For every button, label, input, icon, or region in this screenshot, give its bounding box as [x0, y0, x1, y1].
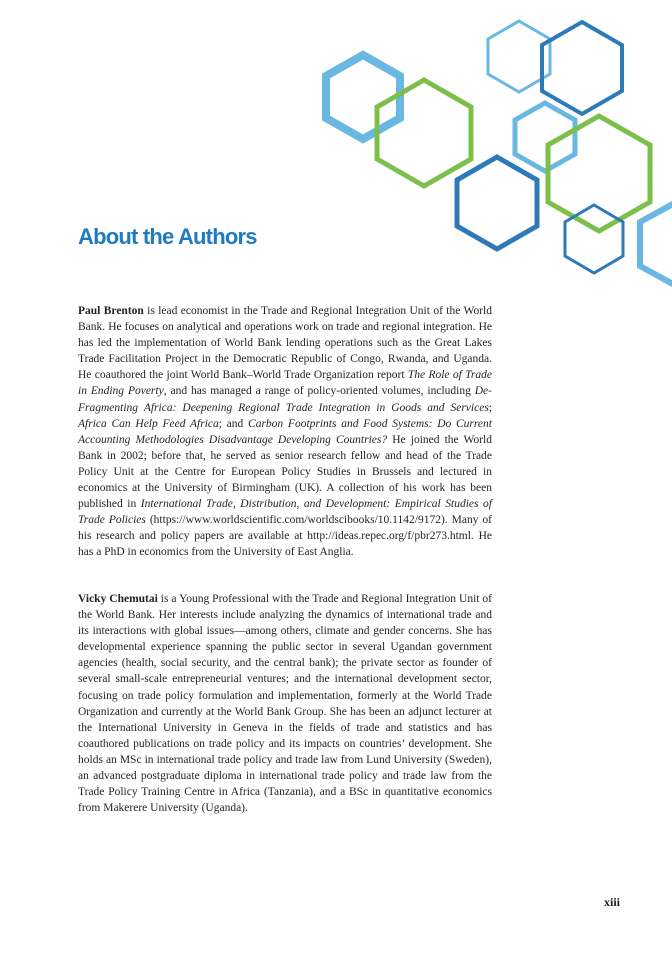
book-title: Africa Can Help Feed Africa [78, 417, 219, 430]
hexagon-pattern-decoration [0, 0, 672, 300]
author-name: Paul Brenton [78, 305, 144, 317]
author-bio-paul-brenton: Paul Brenton is lead economist in the Trade and Regional Integration Unit of the World Bank. He focuses on analytical and operations work on trade and regional integration. He has led the implementation of World Bank lending operations such as the Great Lakes Trade Facilitation Project in the Democratic Republic of Congo, Rwanda, and Uganda. He coauthored the joint World Bank–World Trade Organization report The Role of Trade in Ending Poverty, and has managed a range of policy-oriented volumes, including De-Fragmenting Africa: Deepening Regional Trade Integration in Goods and Services; Africa Can Help Feed Africa; and Carbon Footprints and Food Systems: Do Current Accounting Methodologies Disadvantage Developing Countries? He joined the World Bank in 2002; before that, he served as senior research fellow and head of the Trade Policy Unit at the Centre for European Policy Studies in Brussels and lectured in economics at the University of Birmingham (UK). A collection of his work has been published in International Trade, Distribution, and Development: Empirical Studies of Trade Policies (https://www.worldscientific.com/worldscibooks/10.1142/9172). Many of his research and policy papers are available at http://ideas.repec.org/f/pbr273.html. He has a PhD in economics from the University of East Anglia. [78, 305, 493, 559]
book-title: The Role of Trade in Ending Poverty [78, 369, 492, 398]
author-bio-vicky-chemutai: Vicky Chemutai is a Young Professional with the Trade and Regional Integration Unit of the World Bank. Her interests include analyzing the dynamics of international trade and its interactions with global issues—among others, climate and gender concerns. She has developmental experience spanning the public sector in several Ugandan government agencies (health, social security, and the central bank); the private sector as founder of several small-scale entrepreneurial ventures; and the international development sector, focusing on trade policy formulation and implementation, formerly at the World Trade Organization and currently at the World Bank Group. She has been an adjunct lecturer at the International University in Geneva in the fields of trade and statistics and has coauthored publications on trade policy and its impacts on countries’ development. She holds an MSc in international trade policy and trade law from Lund University (Sweden), an advanced postgraduate diploma in international trade policy and trade law from the Trade Policy Training Centre in Africa (Tanzania), and a BSc in quantitative economics from Makerere University (Uganda). [78, 593, 492, 815]
hexagon-dark-blue-top [542, 22, 622, 114]
page-number: xiii [603, 895, 620, 909]
author-name: Vicky Chemutai [78, 593, 158, 605]
page-title: About the Authors [78, 224, 257, 249]
hexagon-light-blue-edge [640, 200, 672, 288]
hexagon-green-right [548, 116, 650, 231]
hexagon-dark-blue-small [565, 205, 623, 273]
hexagon-dark-blue-middle [457, 157, 537, 249]
hexagon-green-left [377, 80, 471, 186]
book-title: De-Fragmenting Africa: Deepening Regional Trade Integration in Goods and Services [78, 385, 492, 414]
hexagon-light-blue-left [326, 55, 400, 139]
book-title: International Trade, Distribution, and Development: Empirical Studies of Trade Policies [78, 498, 492, 527]
book-title: Carbon Footprints and Food Systems: Do Current Accounting Methodologies Disadvantage Developing Countries? [78, 417, 492, 446]
